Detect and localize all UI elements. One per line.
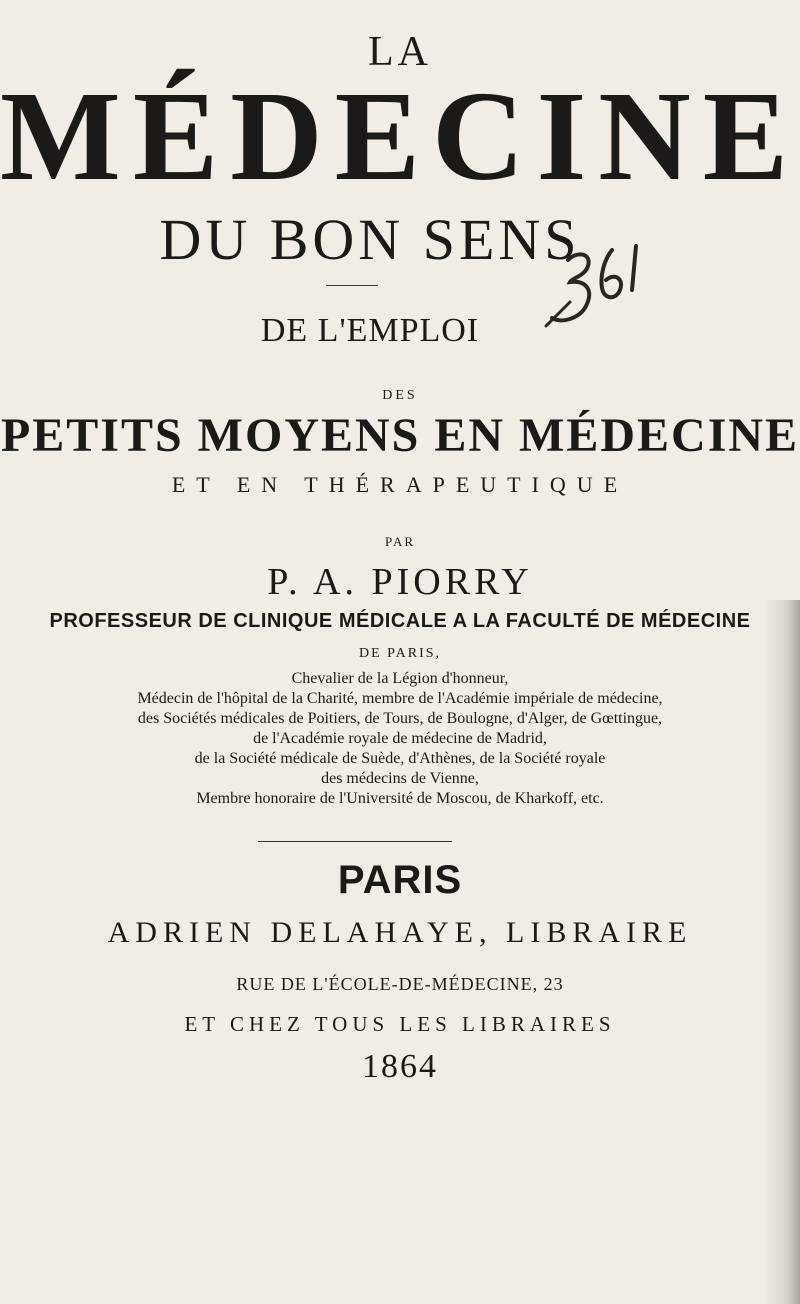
credential-line: de l'Académie royale de médecine de Madrid, bbox=[253, 730, 547, 747]
book-subtitle: DU BON SENS bbox=[159, 207, 581, 272]
therapeutique-line: ET EN THÉRAPEUTIQUE bbox=[171, 472, 629, 497]
credential-line: de la Société médicale de Suède, d'Athènes, de la Société royale bbox=[194, 750, 606, 767]
page-edge-shadow bbox=[764, 600, 800, 1304]
des-label: DES bbox=[382, 388, 418, 403]
chez-libraires: ET CHEZ TOUS LES LIBRAIRES bbox=[184, 1012, 616, 1036]
imprint-city: PARIS bbox=[337, 858, 463, 902]
credential-line: Médecin de l'hôpital de la Charité, membre de l'Académie impériale de médecine, bbox=[137, 690, 663, 707]
book-title: MÉDECINE bbox=[0, 65, 800, 207]
par-label: PAR bbox=[384, 534, 416, 549]
credential-line: Membre honoraire de l'Université de Moscou, de Kharkoff, etc. bbox=[196, 790, 604, 807]
credential-line: des Sociétés médicales de Poitiers, de Tours, de Boulogne, d'Alger, de Gœttingue, bbox=[137, 710, 663, 727]
credential-line: des médecins de Vienne, bbox=[321, 770, 479, 787]
credential-line: Chevalier de la Légion d'honneur, bbox=[291, 670, 509, 687]
publisher-name: ADRIEN DELAHAYE, LIBRAIRE bbox=[107, 916, 693, 949]
short-rule bbox=[326, 285, 378, 286]
publisher-address: RUE DE L'ÉCOLE-DE-MÉDECINE, 23 bbox=[236, 974, 564, 994]
article-la: LA bbox=[368, 29, 432, 75]
publication-year: 1864 bbox=[362, 1048, 438, 1085]
petits-moyens-heading: PETITS MOYENS EN MÉDECINE bbox=[0, 409, 800, 462]
de-emploi: DE L'EMPLOI bbox=[260, 312, 480, 349]
de-paris: DE PARIS, bbox=[358, 646, 442, 661]
divider-rule bbox=[258, 841, 452, 842]
author-name: P. A. PIORRY bbox=[267, 561, 533, 603]
professor-title: PROFESSEUR DE CLINIQUE MÉDICALE A LA FACULTÉ DE MÉDECINE bbox=[49, 610, 751, 632]
